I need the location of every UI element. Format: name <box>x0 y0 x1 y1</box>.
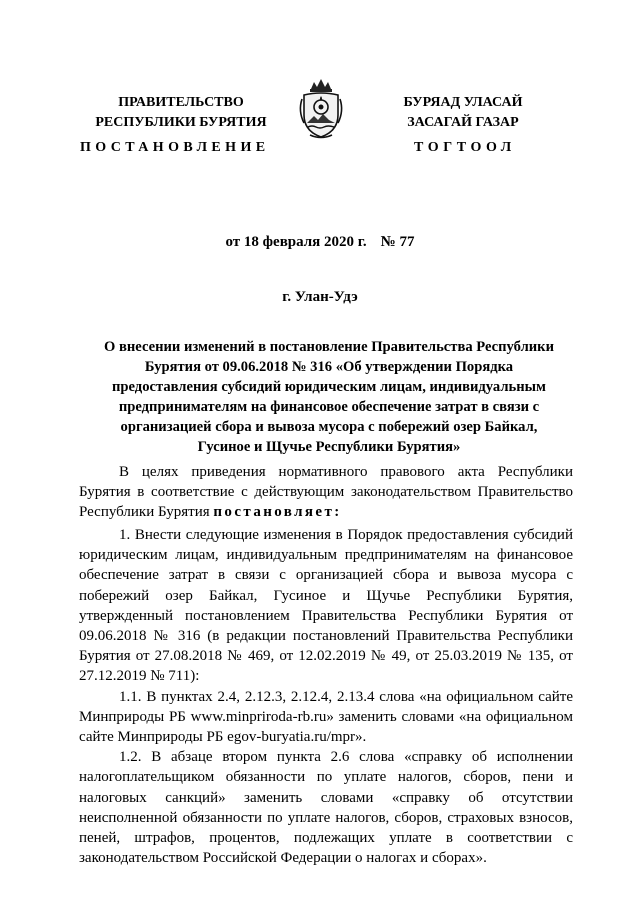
document-title: О внесении изменений в постановление Правительства Республики Бурятия от 09.06.2018 № 316 «Об утверждении Порядка предоставления субсидий юридическим лицам, индивидуальным предпринимателям на финансовое обеспечение затрат в связи с организацией сбора и вывоза мусора с побережий озер Байкал, Гусиное и Щучье Республики Бурятия» <box>104 339 554 455</box>
intro-text: В целях приведения нормативного правового акта Республики Бурятия в соответствие с действующим законодательством Правительство Республики Бурятия <box>79 464 573 521</box>
resolves-word: постановляет: <box>213 504 342 521</box>
header-right-line1: БУРЯАД УЛАСАЙ <box>403 95 523 110</box>
items-list <box>79 525 573 868</box>
list-item: 1. Внести следующие изменения в Порядок предоставления субсидий юридическим лицам, индивидуальным предпринимателям на финансовое обеспечение затрат в связи с организацией сбора и вывоза мусора с побережий озер Байкал, Гусиное и Щучье Республики Бурятия, утвержденный постановлением Правительства Республики Бурятия от 09.06.2018 № 316 (в редакции постановлений Правительства Республики Бурятия от 27.08.2018 № 469, от 12.02.2019 № 49, от 25.03.2019 № 135, от 27.12.2019 № 711): <box>79 527 573 685</box>
header-right-doc-type: ТОГТООЛ <box>414 140 516 155</box>
intro-paragraph <box>79 462 573 523</box>
header-right-line2: ЗАСАГАЙ ГАЗАР <box>407 115 519 130</box>
header-right-block <box>374 93 552 133</box>
header-left-line2: РЕСПУБЛИКИ БУРЯТИЯ <box>95 115 267 130</box>
list-item: 1.2. В абзаце втором пункта 2.6 слова «справку об исполнении налогоплательщиком обязанности по уплате налогов, сборов, пени и налоговых санкций» заменить словами «справку об отсутствии неисполненной обязанности по уплате налогов, сборов, страховых взносов, пеней, штрафов, процентов, подлежащих уплате в соответствии с законодательством Российской Федерации о налогах и сборах». <box>79 749 573 867</box>
coat-of-arms-icon <box>296 77 346 141</box>
document-number: № 77 <box>380 234 415 250</box>
header-left-block <box>86 93 276 133</box>
document-date: от 18 февраля 2020 г. <box>225 234 367 250</box>
header-left-line1: ПРАВИТЕЛЬСТВО <box>118 95 244 110</box>
header-left-doc-type: ПОСТАНОВЛЕНИЕ <box>80 140 270 155</box>
list-item: 1.1. В пунктах 2.4, 2.12.3, 2.12.4, 2.13.4 слова «на официальном сайте Минприроды РБ www.minpriroda-rb.ru» заменить словами «на официальном сайте Минприроды РБ egov-buryatia.ru/mpr». <box>79 688 573 746</box>
document-city: г. Улан-Удэ <box>282 289 358 305</box>
document-date-line <box>0 234 640 251</box>
